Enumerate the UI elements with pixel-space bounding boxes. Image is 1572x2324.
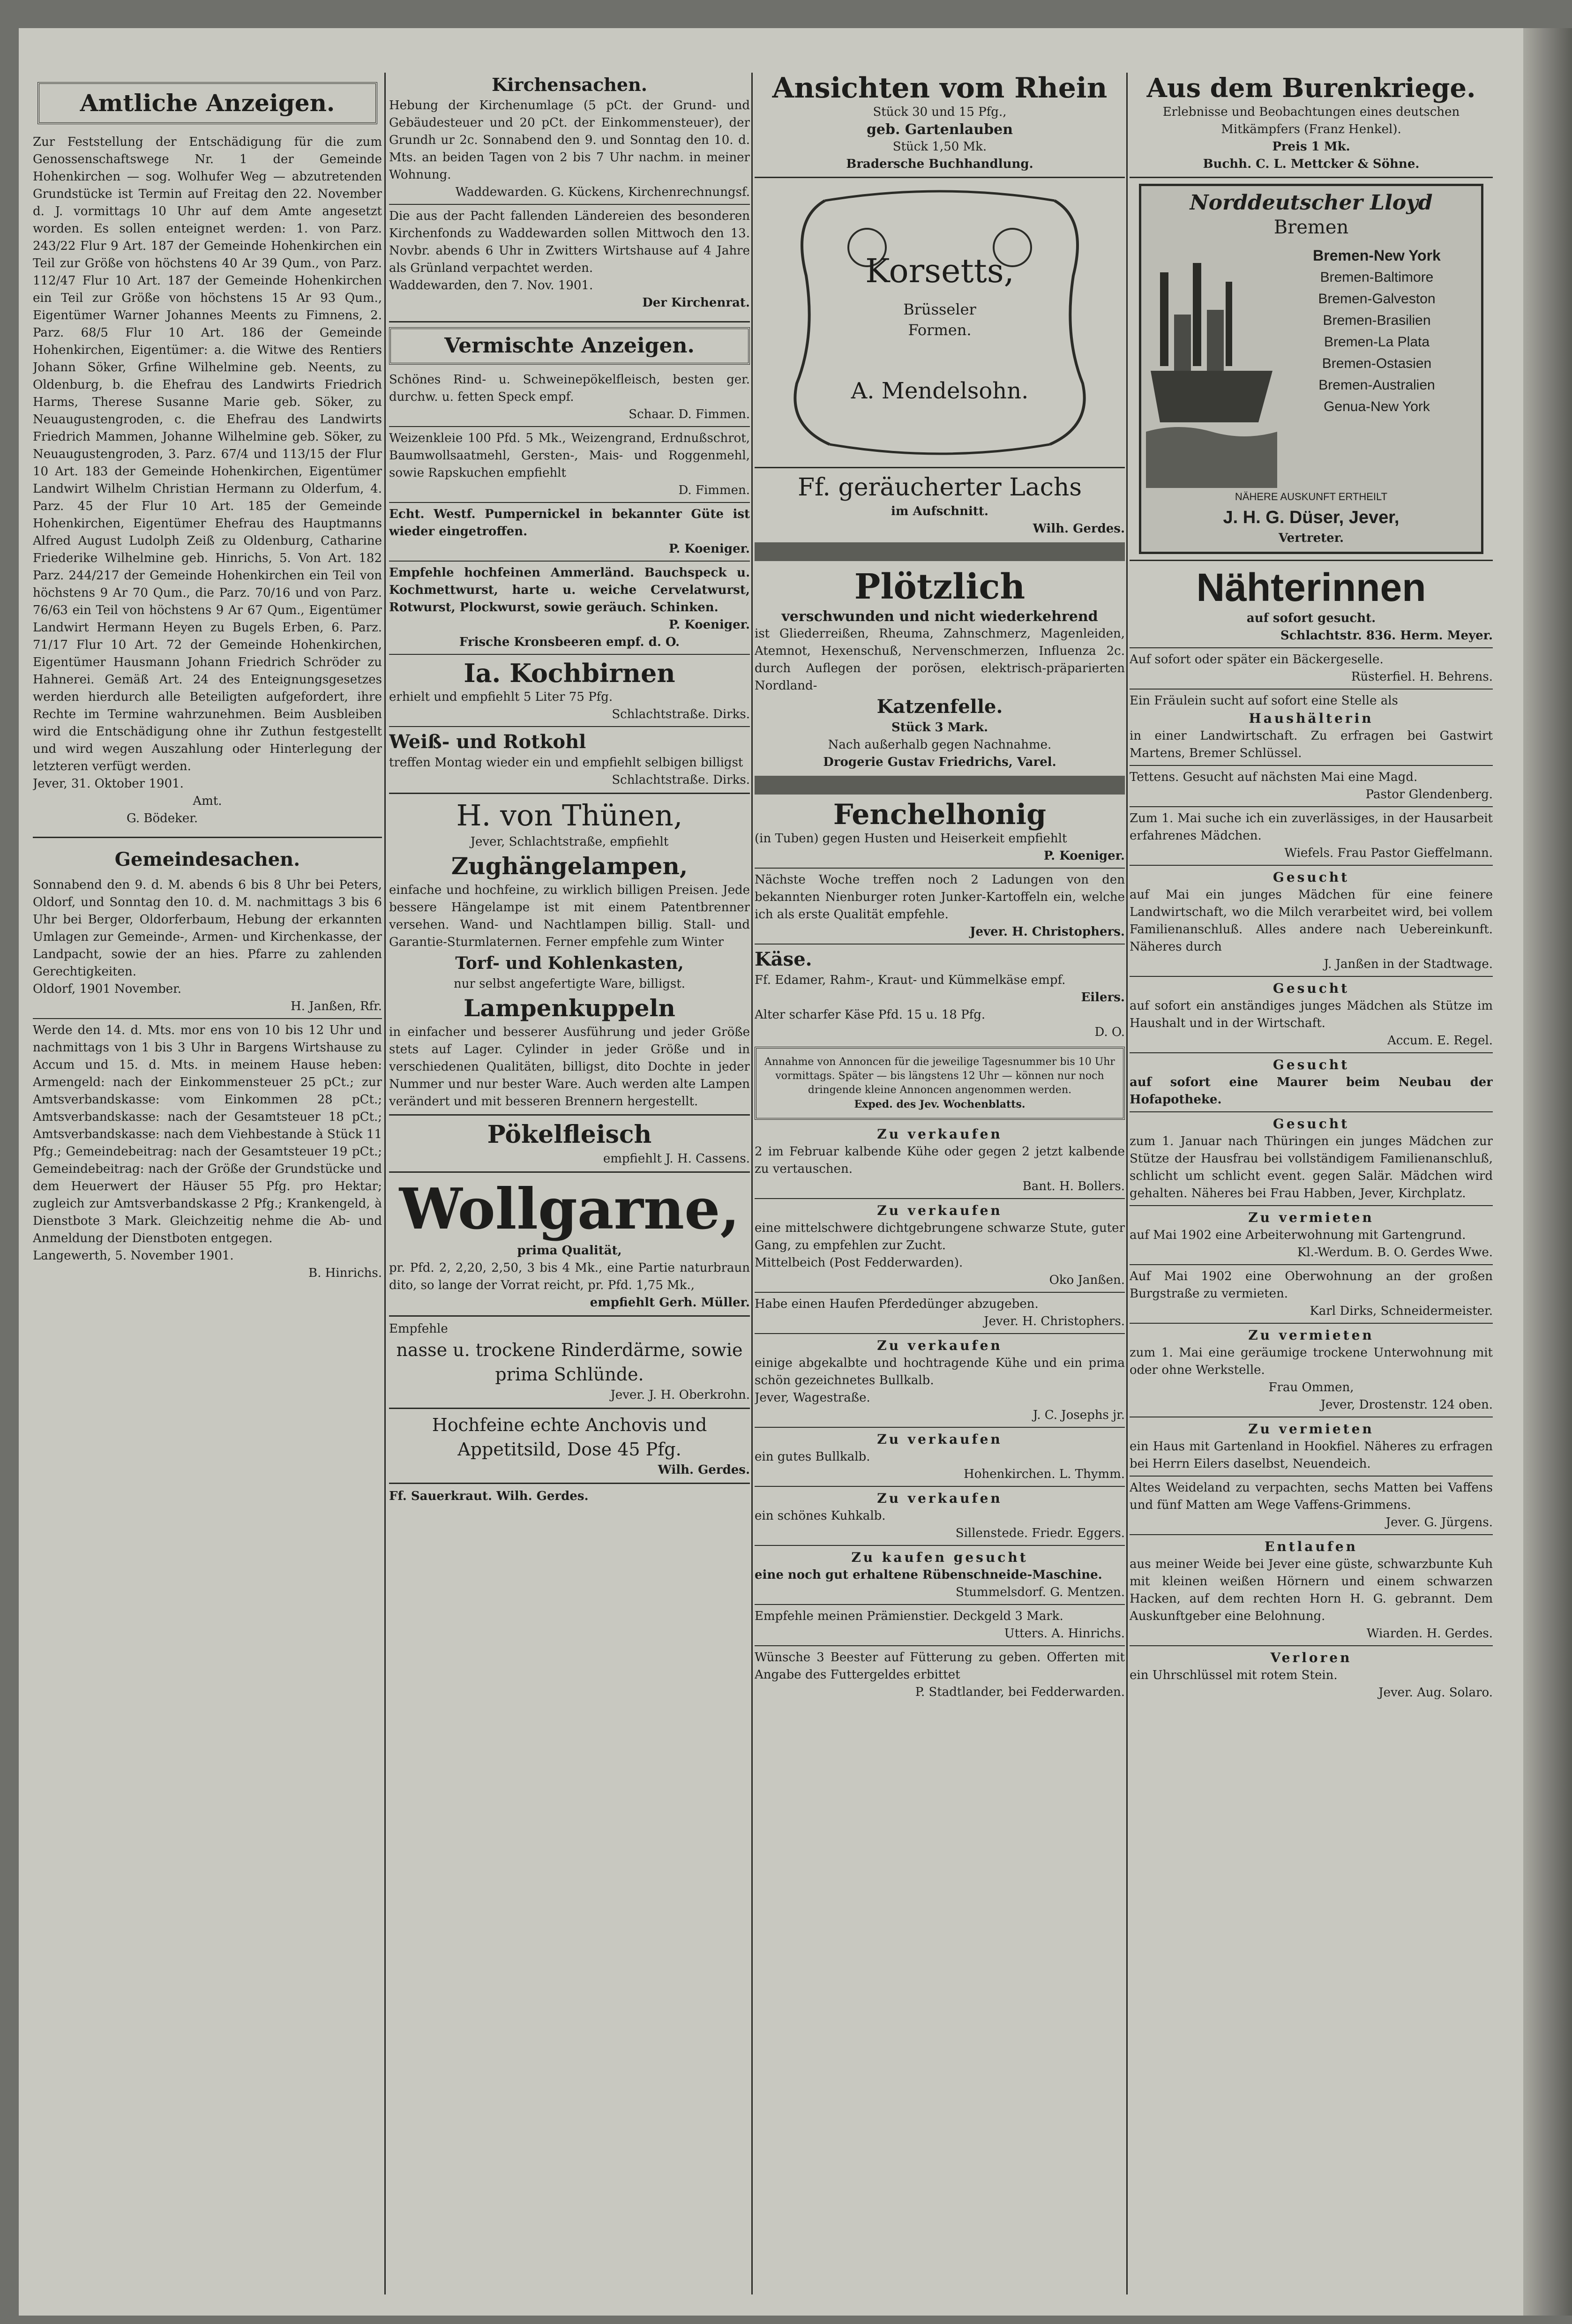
- ad-gesucht-2-text: auf sofort ein anständiges junges Mädchen als Stütze im Haushalt und in der Wirtschaft.: [1130, 999, 1493, 1030]
- ad-magd-text: Tettens. Gesucht auf nächsten Mai eine Magd.: [1130, 770, 1418, 784]
- ad-poekel-title: Pökelfleisch: [487, 1120, 652, 1149]
- ad-verkaufen-2-signature: Oko Janßen.: [1049, 1273, 1125, 1287]
- ad-lloyd-city: Bremen: [1273, 217, 1349, 238]
- divider: [1130, 647, 1493, 648]
- ad-katzenfelle-heading: Katzenfelle.: [876, 696, 1003, 718]
- section-title-gemeinde: Gemeindesachen.: [114, 848, 300, 870]
- section-title-vermischte: Vermischte Anzeigen.: [444, 334, 695, 358]
- ad-verkaufen-6-signature: Sillenstede. Friedr. Eggers.: [955, 1526, 1125, 1540]
- ad-lachs-signature: Wilh. Gerdes.: [1033, 522, 1125, 536]
- section-title-amtliche: Amtliche Anzeigen.: [80, 89, 335, 117]
- ad-vermieten-4-text: ein Haus mit Gartenland in Hookfiel. Näheres zu erfragen bei Herrn Eilers daselbst, Neuendeich.: [1130, 1439, 1493, 1471]
- ad-thuenen-lampen-heading: Zughängelampen,: [451, 852, 688, 880]
- ad-rhein-title: Ansichten vom Rhein: [772, 73, 1108, 105]
- divider: [755, 944, 1125, 945]
- ad-vermieten-4-title: Zu vermieten: [1248, 1421, 1374, 1437]
- column-2: [389, 73, 750, 2294]
- shaded-bar: [755, 542, 1125, 561]
- ad-kaese-signature-2: D. O.: [1094, 1025, 1125, 1039]
- ad-ploetzlich-text: ist Gliederreißen, Rheuma, Zahnschmerz, Magenleiden, Atemnot, Hexenschuß, Nervenschmerzen, Influenza 2c. durch Auflegen der porösen, elektrisch-präparierten Nordland-: [755, 627, 1125, 693]
- notice-annoncen-text: Annahme von Annoncen für die jeweilige Tagesnummer bis 10 Uhr vormittags. Später — bis längstens 12 Uhr — können nur noch dringende kleine Annoncen angenommen werden.: [764, 1056, 1115, 1096]
- ad-entlaufen-title: Entlaufen: [1265, 1539, 1358, 1554]
- ad-lloyd-role: Vertreter.: [1278, 531, 1344, 545]
- ad-kaese-text-2: Alter scharfer Käse Pfd. 15 u. 18 Pfg.: [755, 1008, 986, 1022]
- section-header-amtliche: [37, 82, 377, 124]
- divider: [1130, 1476, 1493, 1477]
- divider: [755, 1645, 1125, 1646]
- ad-vermieten-1-text: auf Mai 1902 eine Arbeiterwohnung mit Gartengrund.: [1130, 1228, 1466, 1242]
- ad-verkaufen-1-title: Zu verkaufen: [877, 1126, 1003, 1142]
- ad-lloyd-agent: J. H. G. Düser, Jever,: [1223, 508, 1400, 527]
- ad-kochbirnen-title: Ia. Kochbirnen: [464, 658, 675, 688]
- ad-thuenen-subtitle: Jever, Schlachtstraße, empfiehlt: [470, 835, 669, 849]
- ad-wollgarne-text: pr. Pfd. 2, 2,20, 2,50, 3 bis 4 Mk., eine Partie naturbraun dito, so lange der Vorrat reicht, pr. Pfd. 1,75 Mk.,: [389, 1261, 750, 1292]
- ad-verkaufen-1-signature: Bant. H. Bollers.: [1022, 1179, 1125, 1193]
- divider: [389, 1408, 750, 1409]
- divider: [1130, 689, 1493, 690]
- ad-gesucht-1-title: Gesucht: [1273, 870, 1350, 885]
- ad-thuenen-torf-heading: Torf- und Kohlenkasten,: [455, 953, 684, 973]
- kirchen-text: Hebung der Kirchenumlage (5 pCt. der Grund- und Gebäudesteuer und 20 pCt. der Einkommensteuer), der Grundh ur 2c. Sonnabend den 9. und Sonntag den 10. d. Mts. an beiden Tagen von 2 bis 7 Uhr nachm. in meiner Wohnung.: [389, 98, 750, 182]
- ad-thuenen-text-3: in einfacher und besserer Ausführung und jeder Größe stets auf Lager. Cylinder in jeder Größe und in verschiedenen Qualitäten, billigst, dito Dochte in jeder Nummer und nur bester Ware. Auch werden alte Lampen verändert und mit besseren Brennern hergestellt.: [389, 1025, 750, 1109]
- ad-pumpernickel-text: Echt. Westf. Pumpernickel in bekannter Güte ist wieder eingetroffen.: [389, 507, 750, 539]
- ad-duenger-text: Habe einen Haufen Pferdedünger abzugeben.: [755, 1297, 1039, 1311]
- divider: [1130, 976, 1493, 977]
- column-1: [33, 73, 382, 2294]
- ad-thuenen-title: H. von Thünen,: [456, 798, 683, 832]
- ad-verkaufen-6-title: Zu verkaufen: [877, 1491, 1003, 1506]
- ad-burenkriege-price: Preis 1 Mk.: [1272, 140, 1350, 154]
- ad-thuenen-kuppeln-heading: Lampenkuppeln: [464, 994, 675, 1022]
- ad-bauchspeck-signature: P. Koeniger.: [668, 618, 750, 632]
- ad-wollgarne-signature: empfiehlt Gerh. Müller.: [590, 1296, 750, 1310]
- ad-lloyd-title: Norddeutscher Lloyd: [1190, 191, 1433, 215]
- kirchen-text-2: Die aus der Pacht fallenden Ländereien des besonderen Kirchenfonds zu Waddewarden sollen Mittwoch den 13. Novbr. abends 6 Uhr in Zwitters Wirtshause auf 4 Jahre als Grünland verpachtet werden.: [389, 209, 750, 275]
- shaded-bar: [755, 776, 1125, 795]
- ad-poekel-signature: empfiehlt J. H. Cassens.: [603, 1152, 750, 1166]
- ad-verkaufen-2-text: eine mittelschwere dichtgebrungene schwarze Stute, guter Gang, zu empfehlen zur Zucht.: [755, 1221, 1125, 1252]
- ad-katzenfelle-price: Stück 3 Mark.: [891, 720, 988, 735]
- ad-verkaufen-5-text: ein gutes Bullkalb.: [755, 1450, 870, 1464]
- ad-wollgarne-title: Wollgarne,: [399, 1176, 740, 1242]
- ad-stier-signature: Utters. A. Hinrichs.: [1004, 1627, 1125, 1641]
- ad-verloren-signature: Jever. Aug. Solaro.: [1378, 1686, 1493, 1700]
- ad-verloren-title: Verloren: [1270, 1650, 1352, 1665]
- ad-lloyd-route: Bremen-Brasilien: [1323, 313, 1431, 328]
- gemeinde-date-1: Oldorf, 1901 November.: [33, 982, 182, 996]
- ad-kohl-title: Weiß- und Rotkohl: [389, 731, 586, 753]
- ad-lloyd-route: Bremen-Ostasien: [1322, 356, 1432, 371]
- ad-thuenen-text: einfache und hochfeine, zu wirklich billigen Preisen. Jede bessere Hängelampe ist mit einem Patentbrenner versehen. Wand- und Nachtlampen billig. Stall- und Garantie-Sturmlaternen. Ferner empfehle zum Winter: [389, 883, 750, 949]
- ad-verkaufen-4-signature: J. C. Josephs jr.: [1033, 1408, 1125, 1422]
- ad-burenkriege-text: Erlebnisse und Beobachtungen eines deutschen Mitkämpfers (Franz Henkel).: [1162, 105, 1460, 136]
- ad-lloyd-route: Bremen-Australien: [1318, 377, 1435, 393]
- column-rule: [384, 73, 386, 2294]
- divider: [755, 1333, 1125, 1334]
- divider: [389, 726, 750, 727]
- ad-verkaufen-5-title: Zu verkaufen: [877, 1432, 1003, 1447]
- ad-lloyd-route: Bremen-New York: [1313, 247, 1441, 264]
- divider: [1130, 1052, 1493, 1053]
- ad-vermieten-1-signature: Kl.-Werdum. B. O. Gerdes Wwe.: [1297, 1245, 1493, 1259]
- divider: [33, 837, 382, 838]
- ad-vermieten-3-signature: Frau Ommen,: [1268, 1380, 1354, 1394]
- ad-korsetts-frame: [755, 182, 1125, 463]
- ad-anchovis-signature: Wilh. Gerdes.: [658, 1463, 750, 1477]
- divider: [755, 1198, 1125, 1199]
- ad-verkaufen-1-text: 2 im Februar kalbende Kühe oder gegen 2 jetzt kalbende zu vertauschen.: [755, 1145, 1125, 1176]
- ad-darm-title: nasse u. trockene Rinderdärme, sowie prima Schlünde.: [396, 1340, 743, 1385]
- divider: [389, 321, 750, 322]
- divider: [755, 1545, 1125, 1546]
- ad-gesucht-3-title: Gesucht: [1273, 1057, 1350, 1072]
- ad-kaufen-signature: Stummelsdorf. G. Mentzen.: [956, 1585, 1125, 1599]
- divider: [755, 467, 1125, 468]
- divider: [1130, 1264, 1493, 1265]
- ad-kaufen-title: Zu kaufen gesucht: [851, 1550, 1028, 1565]
- kirchen-date: Waddewarden, den 7. Nov. 1901.: [389, 278, 593, 292]
- ad-duenger-signature: Jever. H. Christophers.: [984, 1314, 1125, 1328]
- divider: [389, 1315, 750, 1317]
- gemeinde-signature-2: B. Hinrichs.: [308, 1266, 382, 1280]
- ad-kohl-signature: Schlachtstraße. Dirks.: [612, 773, 750, 787]
- ad-vermieten-3-text: zum 1. Mai eine geräumige trockene Unterwohnung mit oder ohne Werkstelle.: [1130, 1346, 1493, 1377]
- ad-weideland-signature: Jever. G. Jürgens.: [1385, 1515, 1493, 1529]
- ad-bauchspeck-text: Empfehle hochfeinen Ammerländ. Bauchspeck u. Kochmettwurst, harte u. weiche Cervelatwurst, Rotwurst, Plockwurst, sowie geräuch. Schinken.: [389, 566, 750, 615]
- divider: [389, 654, 750, 655]
- divider: [33, 1018, 382, 1019]
- column-3: [755, 73, 1125, 2294]
- ad-kohl-text: treffen Montag wieder ein und empfiehlt selbigen billigst: [389, 756, 743, 770]
- divider: [1130, 1323, 1493, 1324]
- ad-verkaufen-2-place: Mittelbeich (Post Fedderwarden).: [755, 1256, 963, 1270]
- divider: [1130, 1534, 1493, 1535]
- ad-darm-lead: Empfehle: [389, 1322, 448, 1336]
- ad-beester-signature: P. Stadtlander, bei Fedderwarden.: [915, 1685, 1125, 1699]
- divider: [755, 1486, 1125, 1487]
- ad-thuenen-text-2: nur selbst angefertigte Ware, billigst.: [453, 977, 686, 991]
- column-4: [1130, 73, 1493, 2294]
- gemeinde-text-1: Sonnabend den 9. d. M. abends 6 bis 8 Uhr bei Peters, Oldorf, und Sonntag den 10. d. M. nachmittags 3 bis 6 Uhr bei Berger, Oldorferbaum, Hebung der erkannten Umlagen zur Gemeinde-, Armen- und Kirchenkasse, der Landpacht, sowie der an hies. Pfarre zu zahlenden Gerechtigkeiten.: [33, 878, 382, 979]
- ad-gesucht-2-title: Gesucht: [1273, 981, 1350, 996]
- divider: [1130, 765, 1493, 766]
- ad-rhein-signature: Bradersche Buchhandlung.: [846, 157, 1033, 171]
- gemeinde-signature-1: H. Janßen, Rfr.: [291, 999, 382, 1013]
- ad-korsetts-title: Korsetts,: [865, 252, 1014, 290]
- ad-verkaufen-4-title: Zu verkaufen: [877, 1338, 1003, 1353]
- ad-gesucht-4-text: zum 1. Januar nach Thüringen ein junges Mädchen zur Stütze der Hausfrau bei vollständigem Familienanschluß, schlicht um schlicht event. gegen Salär. Mädchen wird gehalten. Näheres bei Frau Habben, Jever, Kirchplatz.: [1130, 1134, 1493, 1200]
- notice-date: Jever, 31. Oktober 1901.: [33, 777, 184, 791]
- divider: [389, 204, 750, 205]
- ad-weideland-text: Altes Weideland zu verpachten, sechs Matten bei Vaffens und fünf Matten am Wege Vaffens-Grimmens.: [1130, 1481, 1493, 1512]
- ad-ploetzlich-heading: verschwunden und nicht wiederkehrend: [781, 608, 1098, 625]
- notice-signature: G. Bödeker.: [127, 811, 198, 825]
- ad-verkaufen-5-signature: Hohenkirchen. L. Thymm.: [964, 1467, 1125, 1481]
- ad-vermieten-3-address: Jever, Drostenstr. 124 oben.: [1320, 1398, 1493, 1412]
- ad-korsetts-subtitle: Brüsseler Formen.: [903, 300, 976, 339]
- ad-weizenkleie-text: Weizenkleie 100 Pfd. 5 Mk., Weizengrand, Erdnußschrot, Baumwollsaatmehl, Gersten-, Mais- und Roggenmehl, sowie Rapskuchen empfiehlt: [389, 431, 750, 480]
- ad-weizenkleie-signature: D. Fimmen.: [678, 483, 750, 497]
- divider: [389, 561, 750, 562]
- ad-entlaufen-signature: Wiarden. H. Gerdes.: [1366, 1627, 1493, 1641]
- ad-baecker-text: Auf sofort oder später ein Bäckergeselle.: [1130, 652, 1384, 667]
- ad-gesucht-3-text: auf sofort eine Maurer beim Neubau der Hofapotheke.: [1130, 1075, 1493, 1107]
- divider: [1130, 806, 1493, 807]
- ad-lloyd-route: Bremen-La Plata: [1324, 334, 1430, 350]
- ad-verkaufen-6-text: ein schönes Kuhkalb.: [755, 1509, 886, 1523]
- ad-vermieten-2-text: Auf Mai 1902 eine Oberwohnung an der großen Burgstraße zu vermieten.: [1130, 1269, 1493, 1301]
- ad-lloyd-route: Bremen-Galveston: [1318, 291, 1436, 307]
- steamship-icon: [1146, 244, 1277, 488]
- page-spine-shadow: [1523, 28, 1572, 2316]
- ad-naeherinnen-signature: Schlachtstr. 836. Herm. Meyer.: [1280, 629, 1493, 643]
- ad-lachs-subtitle: im Aufschnitt.: [891, 504, 988, 518]
- ad-stelle-heading: Haushälterin: [1249, 711, 1374, 726]
- ad-rhein-heading-2: geb. Gartenlauben: [866, 121, 1013, 138]
- ad-gesucht-2-signature: Accum. E. Regel.: [1387, 1034, 1493, 1048]
- gemeinde-text-2: Werde den 14. d. Mts. mor ens von 10 bis 12 Uhr und nachmittags von 1 bis 3 Uhr in Bargens Wirtshause zu Accum und 15. d. Mts. in meinem Hause heben: Armengeld: nach der Einkommensteuer 25 pCt.; zur Amtsverbandskasse: vom Einkommen 28 pCt.; Amtsverbandskasse: nach der Gesamtsteuer 18 pCt.; Amtsverbandskasse: nach dem Viehbestande à Stück 11 Pfg.; Gemeindebeitrag: nach der Gesamtsteuer 19 pCt.; Gemeindebeitrag: nach der Größe der Grundstücke und dem Heuerwert der Häuser 55 Pfg. pro Hektar; zugleich zur Amtsverbandskasse 2 Pfg.; Krankengeld, à Dienstbote 3 Mark. Gleichzeitig nehme die Ab- und Anmeldung der Dienstboten entgegen.: [33, 1023, 382, 1245]
- ad-gesucht-1-signature: J. Janßen in der Stadtwage.: [1324, 957, 1493, 971]
- ad-lloyd-route: Genua-New York: [1324, 399, 1430, 414]
- ad-kaese-text: Ff. Edamer, Rahm-, Kraut- und Kümmelkäse empf.: [755, 973, 1066, 987]
- ad-maedchen-signature: Wiefels. Frau Pastor Gieffelmann.: [1284, 846, 1493, 860]
- ad-verkaufen-2-title: Zu verkaufen: [877, 1203, 1003, 1218]
- ad-burenkriege-signature: Buchh. C. L. Mettcker & Söhne.: [1203, 157, 1420, 171]
- ad-gesucht-1-text: auf Mai ein junges Mädchen für eine feinere Landwirtschaft, wo die Milch verarbeitet wird, bei vollem Familienanschluß. Alles andere nach Uebereinkunft. Näheres durch: [1130, 888, 1493, 954]
- column-rule: [751, 73, 753, 2294]
- divider: [755, 177, 1125, 178]
- divider: [1130, 560, 1493, 561]
- divider: [755, 1292, 1125, 1293]
- ad-naeherinnen-title: Nähterinnen: [1196, 565, 1426, 609]
- ad-verkaufen-4-place: Jever, Wagestraße.: [755, 1391, 870, 1405]
- ad-kochbirnen-signature: Schlachtstraße. Dirks.: [612, 707, 750, 721]
- divider: [1130, 865, 1493, 866]
- ad-burenkriege-title: Aus dem Burenkriege.: [1146, 73, 1476, 104]
- ad-kronsbeeren-text: Frische Kronsbeeren empf. d. O.: [459, 635, 680, 649]
- divider: [755, 1604, 1125, 1605]
- ad-pumpernickel-signature: P. Koeniger.: [668, 542, 750, 556]
- divider: [389, 426, 750, 427]
- ad-ploetzlich-text-2: Nach außerhalb gegen Nachnahme.: [828, 738, 1052, 752]
- ad-stelle-text: Ein Fräulein sucht auf sofort eine Stelle als: [1130, 694, 1398, 708]
- ad-fenchelhonig-title: Fenchelhonig: [833, 798, 1047, 831]
- ad-stier-text: Empfehle meinen Prämienstier. Deckgeld 3 Mark.: [755, 1609, 1063, 1623]
- ad-vermieten-2-signature: Karl Dirks, Schneidermeister.: [1310, 1304, 1493, 1318]
- ad-lloyd-route: Bremen-Baltimore: [1320, 270, 1434, 285]
- section-title-kirchen: Kirchensachen.: [492, 74, 647, 95]
- ad-anchovis-title: Hochfeine echte Anchovis und Appetitsild, Dose 45 Pfg.: [432, 1415, 707, 1460]
- kirchen-signature-2: Der Kirchenrat.: [642, 296, 750, 310]
- ad-lloyd-info: NÄHERE AUSKUNFT ERTHEILT: [1235, 491, 1388, 502]
- gemeinde-date-2: Langewerth, 5. November 1901.: [33, 1249, 234, 1263]
- ad-maedchen-text: Zum 1. Mai suche ich ein zuverlässiges, in der Hausarbeit erfahrenes Mädchen.: [1130, 811, 1493, 843]
- ad-lloyd-box: [1139, 184, 1483, 554]
- notice-annoncen-signature: Exped. des Jev. Wochenblatts.: [854, 1098, 1026, 1110]
- ad-kaese-signature: Eilers.: [1081, 990, 1125, 1005]
- ad-baecker-signature: Rüsterfiel. H. Behrens.: [1351, 670, 1493, 684]
- ad-gesucht-4-title: Gesucht: [1273, 1116, 1350, 1132]
- section-header-vermischte: [389, 327, 750, 365]
- ad-beester-text: Wünsche 3 Beester auf Fütterung zu geben. Offerten mit Angabe des Futtergeldes erbittet: [755, 1650, 1125, 1682]
- ad-fenchelhonig-signature: P. Koeniger.: [1043, 849, 1125, 863]
- notice-office: Amt.: [193, 794, 222, 808]
- ad-fenchelhonig-text: (in Tuben) gegen Husten und Heiserkeit empfiehlt: [755, 832, 1067, 846]
- divider: [389, 793, 750, 794]
- divider: [389, 502, 750, 503]
- ad-poekelfleisch-text: Schönes Rind- u. Schweinepökelfleisch, besten ger. durchw. u. fetten Speck empf.: [389, 373, 750, 404]
- ad-wollgarne-subtitle: prima Qualität,: [517, 1244, 622, 1258]
- ad-verloren-text: ein Uhrschlüssel mit rotem Stein.: [1130, 1668, 1338, 1682]
- divider: [755, 868, 1125, 869]
- ad-rhein-text-2: Stück 1,50 Mk.: [892, 140, 987, 154]
- notice-annoncen-box: [755, 1047, 1125, 1120]
- ad-kochbirnen-text: erhielt und empfiehlt 5 Liter 75 Pfg.: [389, 690, 613, 704]
- ad-vermieten-1-title: Zu vermieten: [1248, 1210, 1374, 1225]
- ad-lachs-title: Ff. geräucherter Lachs: [797, 473, 1082, 502]
- ad-kartoffeln-text: Nächste Woche treffen noch 2 Ladungen von den bekannten Nienburger roten Junker-Kartoffeln ein, welche ich als erste Qualität empfehle.: [755, 873, 1125, 922]
- ad-kaufen-text: eine noch gut erhaltene Rübenschneide-Maschine.: [755, 1568, 1102, 1582]
- ad-sauerkraut: Ff. Sauerkraut. Wilh. Gerdes.: [389, 1489, 589, 1503]
- column-rule: [1126, 73, 1128, 2294]
- divider: [389, 1114, 750, 1116]
- ad-ploetzlich-title: Plötzlich: [854, 567, 1026, 607]
- divider: [1130, 1111, 1493, 1112]
- divider: [1130, 177, 1493, 178]
- divider: [389, 1483, 750, 1484]
- divider: [755, 1427, 1125, 1428]
- divider: [389, 1171, 750, 1173]
- ad-entlaufen-text: aus meiner Weide bei Jever eine güste, schwarzbunte Kuh mit kleinen weißen Hörnern und einem schwarzen Hacken, auf dem rechten Horn H. G. gebrannt. Dem Auskunftgeber eine Belohnung.: [1130, 1557, 1493, 1623]
- ad-kartoffeln-signature: Jever. H. Christophers.: [970, 925, 1125, 939]
- newspaper-page: [19, 28, 1523, 2316]
- ad-darm-signature: Jever. J. H. Oberkrohn.: [610, 1388, 750, 1402]
- ad-rhein-text: Stück 30 und 15 Pfg.,: [873, 105, 1007, 119]
- ad-korsetts-signature: A. Mendelsohn.: [851, 378, 1029, 404]
- divider: [1130, 1205, 1493, 1206]
- ad-magd-signature: Pastor Glendenberg.: [1365, 787, 1493, 802]
- divider: [1130, 1645, 1493, 1646]
- notice-text-enteignung: Zur Feststellung der Entschädigung für die zum Genossenschaftswege Nr. 1 der Gemeinde Hohenkirchen — sog. Wolhufer Weg — abzutretenden Grundstücke ist Termin auf Freitag den 22. November d. J. vormittags 10 Uhr auf dem Amte angesetzt worden. Es sollen enteignet werden: 1. von Parz. 243/22 Flur 9 Art. 187 der Gemeinde Hohenkirchen ein Teil zur Größe von höchstens 40 Ar 39 Qum., von Parz. 112/47 Flur 10 Art. 187 der Gemeinde Hohenkirchen ein Teil zur Größe von höchstens 15 Ar 93 Qum., Eigentümer Warner Johannes Meents zu Fimnens, 2. Parz. 68/5 Flur 10 Art. 186 der Gemeinde Hohenkirchen, Eigentümer: a. die Witwe des Rentiers Johann Söker, Grfine Wilhelmine geb. Neents, zu Oldenburg, b. die Ehefrau des Landwirts Friedrich Harms, Therese Susanne Marie geb. Söker, zu Neuaugustengroden, c. die Ehefrau des Landwirts Friedrich Mammen, Johanne Wilhelmine geb. Söker, zu Neuaugustengroden, 3. Parz. 67/4 und 113/15 der Flur 10 Art. 183 der Gemeinde Hohenkirchen, Eigentümer Landwirt Wilhelm Christian Hermann zu Olderfum, 4. Parz. 45 der Flur 10 Art. 185 der Gemeinde Hohenkirchen, Eigentümer Ehefrau des Hauptmanns Alfred August Ludolph Zeiß zu Oldenburg, Catharine Friederike Wilhelmine geb. Hinrichs, 5. Von Art. 182 Parz. 244/217 der Gemeinde Hohenkirchen ein Teil von höchstens 9 Ar 70 Qum., die Parz. 70/16 und von Parz. 76/63 ein Teil von höchstens 9 Ar 67 Qum., Eigentümer Landwirt Hermann Heyen zu Bugels Erben, 6. Parz. 71/17 Flur 10 Art. 72 der Gemeinde Hohenkirchen, Eigentümer Hausmann Johann Friedrich Schröder zu Hahnerei. Gemäß Art. 24 des Enteignungsgesetzes werden hierdurch alle Beteiligten aufgefordert, ihre Rechte im Termine wahrzunehmen. Beim Ausbleiben wird die Entschädigung ohne ihr Zuthun festgestellt und wird wegen Auszahlung oder Hinterlegung der letzteren verfügt werden.: [33, 135, 382, 773]
- ad-naeherinnen-subtitle: auf sofort gesucht.: [1246, 611, 1376, 625]
- ad-verkaufen-4-text: einige abgekalbte und hochtragende Kühe und ein prima schön gezeichnetes Bullkalb.: [755, 1356, 1125, 1387]
- ad-vermieten-3-title: Zu vermieten: [1248, 1327, 1374, 1343]
- ad-ploetzlich-signature: Drogerie Gustav Friedrichs, Varel.: [823, 755, 1056, 769]
- kirchen-signature: Waddewarden. G. Kückens, Kirchenrechnungsf.: [455, 185, 750, 199]
- ad-kaese-title: Käse.: [755, 948, 812, 970]
- ad-poekelfleisch-signature: Schaar. D. Fimmen.: [629, 407, 750, 421]
- ad-stelle-text-2: in einer Landwirtschaft. Zu erfragen bei Gastwirt Martens, Bremer Schlüssel.: [1130, 729, 1493, 760]
